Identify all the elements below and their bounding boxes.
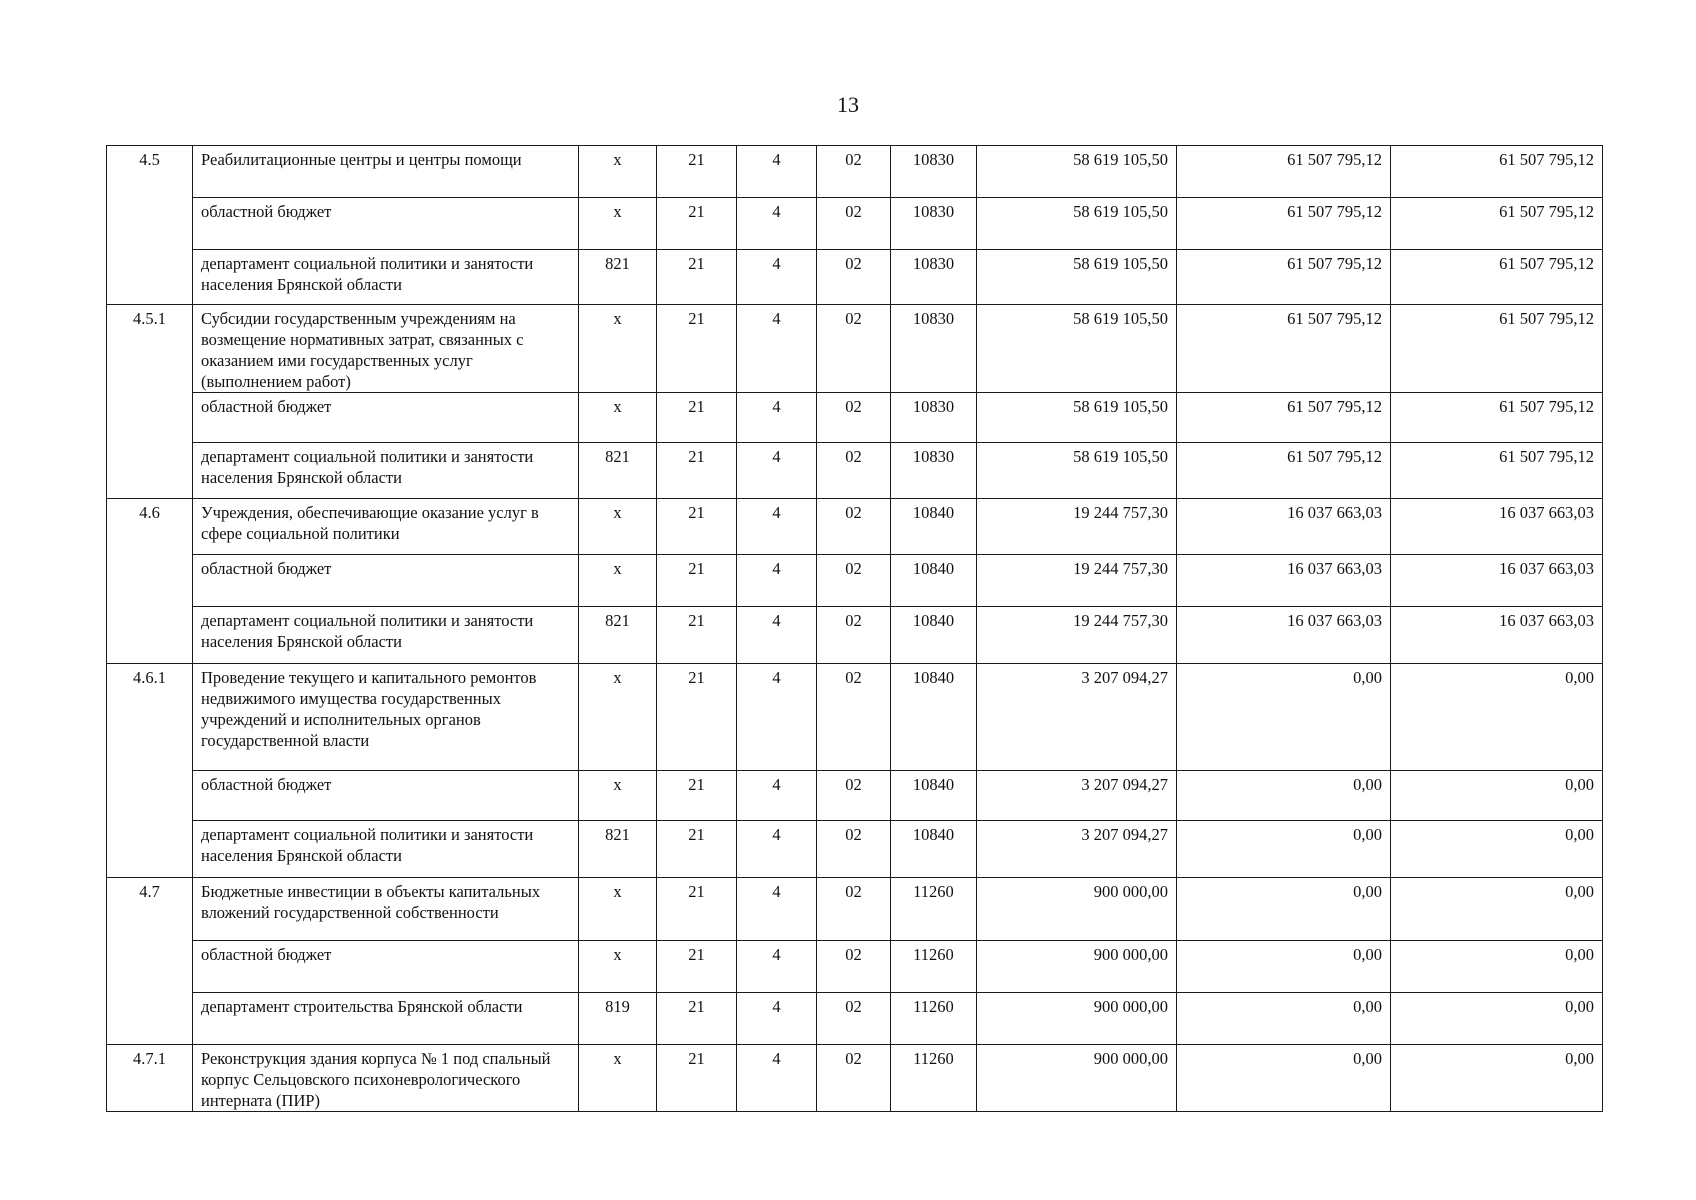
amount-year3-cell: 61 507 795,12: [1391, 305, 1603, 393]
code-cell: х: [579, 1045, 657, 1112]
section-cell: 21: [657, 198, 737, 250]
target-code-cell: 11260: [891, 993, 977, 1045]
table-row: [107, 771, 1603, 821]
item-name-cell: департамент социальной политики и занятости населения Брянской области: [193, 443, 579, 499]
program-code-cell: 02: [817, 941, 891, 993]
amount-year2-cell: 61 507 795,12: [1177, 443, 1391, 499]
code-cell: 821: [579, 250, 657, 305]
item-name-cell: областной бюджет: [193, 198, 579, 250]
table-row: [107, 993, 1603, 1045]
program-code-cell: 02: [817, 198, 891, 250]
code-cell: 821: [579, 821, 657, 878]
amount-year2-cell: 61 507 795,12: [1177, 393, 1391, 443]
code-cell: 819: [579, 993, 657, 1045]
target-code-cell: 10830: [891, 305, 977, 393]
section-cell: 21: [657, 664, 737, 771]
subsection-cell: 4: [737, 664, 817, 771]
subsection-cell: 4: [737, 607, 817, 664]
row-number-cell: 4.5: [107, 146, 193, 305]
amount-year3-cell: 0,00: [1391, 941, 1603, 993]
amount-year2-cell: 61 507 795,12: [1177, 305, 1391, 393]
budget-table-body: [107, 146, 1603, 1112]
amount-year1-cell: 900 000,00: [977, 941, 1177, 993]
amount-year2-cell: 0,00: [1177, 1045, 1391, 1112]
program-code-cell: 02: [817, 1045, 891, 1112]
amount-year1-cell: 3 207 094,27: [977, 821, 1177, 878]
amount-year1-cell: 58 619 105,50: [977, 146, 1177, 198]
amount-year2-cell: 61 507 795,12: [1177, 250, 1391, 305]
amount-year1-cell: 58 619 105,50: [977, 198, 1177, 250]
program-code-cell: 02: [817, 305, 891, 393]
amount-year1-cell: 19 244 757,30: [977, 555, 1177, 607]
item-name-cell: областной бюджет: [193, 555, 579, 607]
subsection-cell: 4: [737, 250, 817, 305]
section-cell: 21: [657, 771, 737, 821]
program-code-cell: 02: [817, 146, 891, 198]
section-cell: 21: [657, 443, 737, 499]
target-code-cell: 10830: [891, 146, 977, 198]
subsection-cell: 4: [737, 941, 817, 993]
code-cell: х: [579, 555, 657, 607]
program-code-cell: 02: [817, 771, 891, 821]
amount-year3-cell: 0,00: [1391, 771, 1603, 821]
amount-year2-cell: 0,00: [1177, 821, 1391, 878]
subsection-cell: 4: [737, 499, 817, 555]
subsection-cell: 4: [737, 1045, 817, 1112]
program-code-cell: 02: [817, 499, 891, 555]
amount-year1-cell: 19 244 757,30: [977, 499, 1177, 555]
target-code-cell: 10840: [891, 821, 977, 878]
table-row: [107, 198, 1603, 250]
amount-year3-cell: 0,00: [1391, 1045, 1603, 1112]
subsection-cell: 4: [737, 305, 817, 393]
budget-table: [106, 145, 1603, 1112]
amount-year1-cell: 58 619 105,50: [977, 305, 1177, 393]
section-cell: 21: [657, 878, 737, 941]
amount-year3-cell: 16 037 663,03: [1391, 499, 1603, 555]
target-code-cell: 10840: [891, 555, 977, 607]
amount-year3-cell: 0,00: [1391, 878, 1603, 941]
amount-year3-cell: 0,00: [1391, 664, 1603, 771]
amount-year1-cell: 3 207 094,27: [977, 771, 1177, 821]
row-number-cell: 4.7: [107, 878, 193, 1045]
subsection-cell: 4: [737, 878, 817, 941]
item-name-cell: областной бюджет: [193, 393, 579, 443]
target-code-cell: 10840: [891, 664, 977, 771]
target-code-cell: 10840: [891, 771, 977, 821]
target-code-cell: 11260: [891, 878, 977, 941]
program-code-cell: 02: [817, 664, 891, 771]
item-name-cell: областной бюджет: [193, 941, 579, 993]
amount-year3-cell: 61 507 795,12: [1391, 250, 1603, 305]
table-row: [107, 555, 1603, 607]
page-number: 13: [837, 92, 859, 117]
table-row: [107, 499, 1603, 555]
row-number-cell: 4.6: [107, 499, 193, 664]
code-cell: х: [579, 146, 657, 198]
program-code-cell: 02: [817, 821, 891, 878]
amount-year1-cell: 58 619 105,50: [977, 443, 1177, 499]
amount-year2-cell: 16 037 663,03: [1177, 499, 1391, 555]
program-code-cell: 02: [817, 555, 891, 607]
item-name-cell: Проведение текущего и капитального ремонтов недвижимого имущества государственных учреждений и исполнительных органов государственной власти: [193, 664, 579, 771]
table-row: [107, 878, 1603, 941]
row-number-cell: 4.7.1: [107, 1045, 193, 1112]
table-row: [107, 1045, 1603, 1112]
program-code-cell: 02: [817, 443, 891, 499]
amount-year2-cell: 61 507 795,12: [1177, 198, 1391, 250]
amount-year2-cell: 0,00: [1177, 664, 1391, 771]
amount-year1-cell: 58 619 105,50: [977, 250, 1177, 305]
target-code-cell: 10830: [891, 198, 977, 250]
item-name-cell: департамент строительства Брянской области: [193, 993, 579, 1045]
row-number-cell: 4.6.1: [107, 664, 193, 878]
amount-year1-cell: 3 207 094,27: [977, 664, 1177, 771]
code-cell: х: [579, 393, 657, 443]
amount-year1-cell: 900 000,00: [977, 993, 1177, 1045]
target-code-cell: 11260: [891, 1045, 977, 1112]
program-code-cell: 02: [817, 993, 891, 1045]
code-cell: х: [579, 499, 657, 555]
amount-year3-cell: 61 507 795,12: [1391, 146, 1603, 198]
subsection-cell: 4: [737, 821, 817, 878]
target-code-cell: 10830: [891, 250, 977, 305]
item-name-cell: Учреждения, обеспечивающие оказание услуг в сфере социальной политики: [193, 499, 579, 555]
amount-year1-cell: 58 619 105,50: [977, 393, 1177, 443]
program-code-cell: 02: [817, 393, 891, 443]
code-cell: х: [579, 198, 657, 250]
table-row: [107, 607, 1603, 664]
section-cell: 21: [657, 821, 737, 878]
code-cell: х: [579, 305, 657, 393]
item-name-cell: Реконструкция здания корпуса № 1 под спальный корпус Сельцовского психоневрологического интерната (ПИР): [193, 1045, 579, 1112]
item-name-cell: Субсидии государственным учреждениям на возмещение нормативных затрат, связанных с оказанием ими государственных услуг (выполнением работ): [193, 305, 579, 393]
program-code-cell: 02: [817, 250, 891, 305]
amount-year2-cell: 16 037 663,03: [1177, 607, 1391, 664]
table-row: [107, 664, 1603, 771]
subsection-cell: 4: [737, 146, 817, 198]
amount-year1-cell: 900 000,00: [977, 1045, 1177, 1112]
section-cell: 21: [657, 250, 737, 305]
item-name-cell: областной бюджет: [193, 771, 579, 821]
target-code-cell: 10840: [891, 499, 977, 555]
subsection-cell: 4: [737, 771, 817, 821]
target-code-cell: 10840: [891, 607, 977, 664]
subsection-cell: 4: [737, 443, 817, 499]
subsection-cell: 4: [737, 393, 817, 443]
table-row: [107, 393, 1603, 443]
section-cell: 21: [657, 555, 737, 607]
subsection-cell: 4: [737, 555, 817, 607]
amount-year3-cell: 0,00: [1391, 993, 1603, 1045]
program-code-cell: 02: [817, 878, 891, 941]
amount-year3-cell: 16 037 663,03: [1391, 555, 1603, 607]
table-row: [107, 146, 1603, 198]
code-cell: х: [579, 941, 657, 993]
amount-year1-cell: 900 000,00: [977, 878, 1177, 941]
target-code-cell: 11260: [891, 941, 977, 993]
table-row: [107, 443, 1603, 499]
code-cell: х: [579, 771, 657, 821]
code-cell: х: [579, 664, 657, 771]
amount-year2-cell: 0,00: [1177, 941, 1391, 993]
item-name-cell: департамент социальной политики и занятости населения Брянской области: [193, 250, 579, 305]
amount-year3-cell: 16 037 663,03: [1391, 607, 1603, 664]
section-cell: 21: [657, 607, 737, 664]
subsection-cell: 4: [737, 993, 817, 1045]
amount-year3-cell: 0,00: [1391, 821, 1603, 878]
section-cell: 21: [657, 1045, 737, 1112]
code-cell: 821: [579, 443, 657, 499]
section-cell: 21: [657, 305, 737, 393]
section-cell: 21: [657, 146, 737, 198]
subsection-cell: 4: [737, 198, 817, 250]
section-cell: 21: [657, 993, 737, 1045]
amount-year2-cell: 0,00: [1177, 878, 1391, 941]
table-row: [107, 821, 1603, 878]
amount-year2-cell: 16 037 663,03: [1177, 555, 1391, 607]
amount-year2-cell: 0,00: [1177, 771, 1391, 821]
item-name-cell: департамент социальной политики и занятости населения Брянской области: [193, 821, 579, 878]
item-name-cell: Реабилитационные центры и центры помощи: [193, 146, 579, 198]
program-code-cell: 02: [817, 607, 891, 664]
code-cell: 821: [579, 607, 657, 664]
table-row: [107, 941, 1603, 993]
amount-year3-cell: 61 507 795,12: [1391, 393, 1603, 443]
item-name-cell: Бюджетные инвестиции в объекты капитальных вложений государственной собственности: [193, 878, 579, 941]
item-name-cell: департамент социальной политики и занятости населения Брянской области: [193, 607, 579, 664]
section-cell: 21: [657, 393, 737, 443]
section-cell: 21: [657, 941, 737, 993]
amount-year2-cell: 61 507 795,12: [1177, 146, 1391, 198]
section-cell: 21: [657, 499, 737, 555]
code-cell: х: [579, 878, 657, 941]
table-row: [107, 250, 1603, 305]
amount-year1-cell: 19 244 757,30: [977, 607, 1177, 664]
amount-year3-cell: 61 507 795,12: [1391, 443, 1603, 499]
table-row: [107, 305, 1603, 393]
target-code-cell: 10830: [891, 393, 977, 443]
target-code-cell: 10830: [891, 443, 977, 499]
row-number-cell: 4.5.1: [107, 305, 193, 499]
amount-year3-cell: 61 507 795,12: [1391, 198, 1603, 250]
amount-year2-cell: 0,00: [1177, 993, 1391, 1045]
